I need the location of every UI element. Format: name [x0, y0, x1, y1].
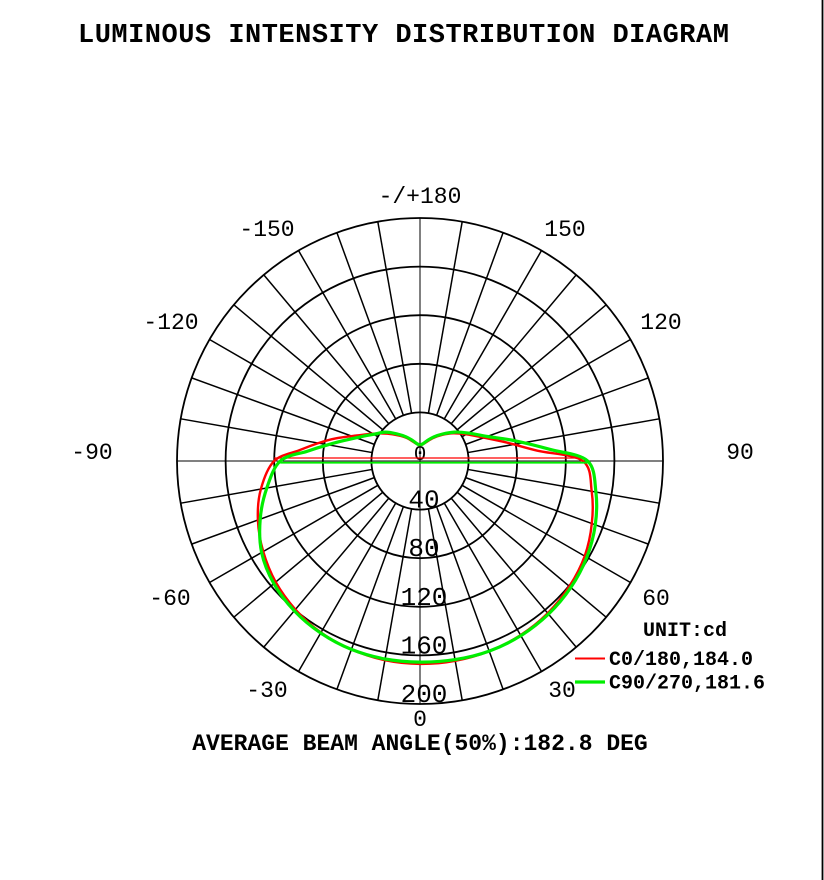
- angle-tick-label-120: 120: [640, 310, 682, 336]
- average-beam-angle-text: AVERAGE BEAM ANGLE(50%):182.8 DEG: [192, 731, 648, 757]
- angle-tick-label-30: 30: [548, 678, 576, 704]
- grid-spoke-70deg: [466, 478, 649, 544]
- legend-label-c90-270: C90/270,181.6: [609, 672, 766, 696]
- grid-spoke-110deg: [466, 378, 649, 444]
- angle-tick-label--60: -60: [149, 586, 191, 612]
- radial-tick-label-80: 80: [408, 534, 440, 565]
- grid-spoke-100deg: [468, 419, 659, 453]
- angle-tick-label--90: -90: [71, 440, 113, 466]
- legend-unit-label: UNIT:cd: [643, 620, 728, 643]
- grid-spoke-280deg: [181, 469, 372, 503]
- radial-tick-label-120: 120: [400, 582, 448, 613]
- grid-spoke-190deg: [378, 222, 412, 413]
- grid-spoke-160deg: [437, 233, 503, 416]
- grid-spoke-260deg: [181, 419, 372, 453]
- angle-tick-label-150: 150: [544, 217, 586, 243]
- radial-tick-label-40: 40: [408, 485, 440, 516]
- grid-spoke-250deg: [192, 378, 375, 444]
- angle-tick-label-60: 60: [642, 586, 670, 612]
- grid-spoke-80deg: [468, 469, 659, 503]
- grid-spoke-200deg: [337, 233, 403, 416]
- grid-spoke-170deg: [428, 222, 462, 413]
- radial-tick-label-160: 160: [400, 631, 448, 662]
- grid-spoke-290deg: [192, 478, 375, 544]
- legend: [575, 620, 765, 696]
- angle-tick-label-0: 0: [413, 707, 427, 733]
- radial-tick-label-200: 200: [400, 680, 448, 710]
- angle-tick-label--150: -150: [239, 217, 295, 243]
- page-title: LUMINOUS INTENSITY DISTRIBUTION DIAGRAM: [78, 21, 730, 51]
- legend-label-c0-180: C0/180,184.0: [609, 649, 754, 672]
- angle-tick-label--30: -30: [246, 678, 288, 704]
- center-origin-label: 0: [413, 444, 427, 467]
- angle-tick-label-180: -/+180: [378, 184, 462, 210]
- angle-tick-label--120: -120: [143, 310, 199, 336]
- angle-tick-label-90: 90: [726, 440, 754, 466]
